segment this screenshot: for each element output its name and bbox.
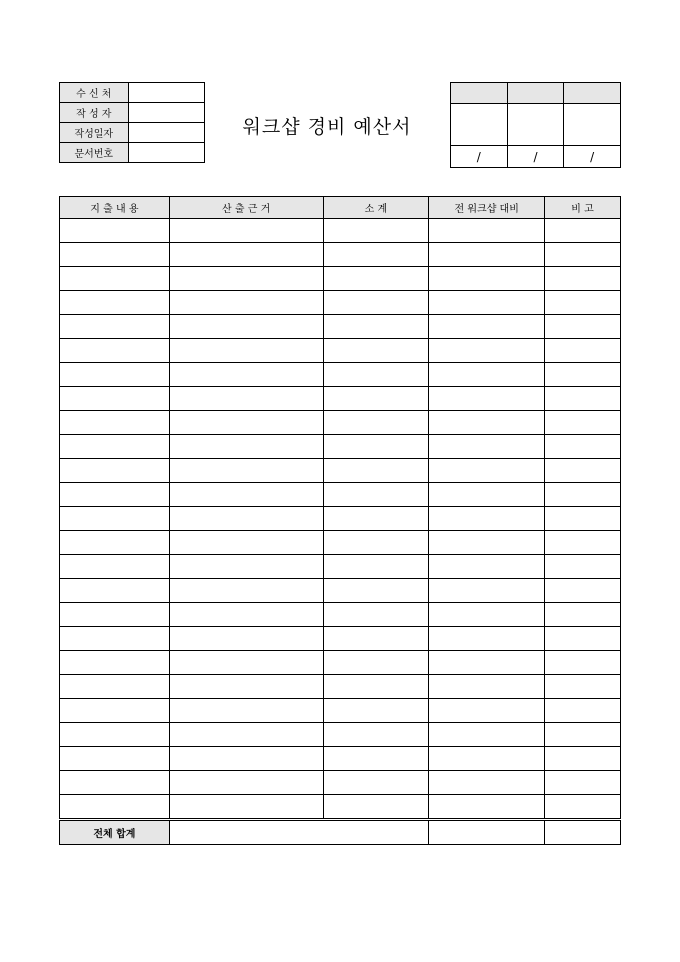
budget-row: [60, 579, 621, 603]
cell-basis[interactable]: [169, 219, 323, 243]
column-header-expense: 지 출 내 용: [60, 197, 170, 219]
cell-prev-compare[interactable]: [429, 699, 545, 723]
cell-remarks[interactable]: [545, 699, 621, 723]
cell-expense[interactable]: [60, 603, 170, 627]
cell-subtotal[interactable]: [323, 363, 429, 387]
cell-basis[interactable]: [169, 435, 323, 459]
info-label-doc-number: 문서번호: [60, 143, 129, 163]
cell-prev-compare[interactable]: [429, 507, 545, 531]
cell-prev-compare[interactable]: [429, 315, 545, 339]
cell-basis[interactable]: [169, 315, 323, 339]
total-label: 전체 합계: [60, 820, 170, 845]
cell-subtotal[interactable]: [323, 531, 429, 555]
cell-subtotal[interactable]: [323, 771, 429, 795]
budget-row: [60, 291, 621, 315]
budget-row: [60, 411, 621, 435]
cell-subtotal[interactable]: [323, 315, 429, 339]
budget-row: [60, 771, 621, 795]
cell-expense[interactable]: [60, 387, 170, 411]
approval-date-cell[interactable]: /: [507, 146, 564, 168]
approval-signature-row: [451, 104, 621, 146]
cell-subtotal[interactable]: [323, 627, 429, 651]
cell-expense[interactable]: [60, 771, 170, 795]
budget-row: [60, 483, 621, 507]
info-value-author[interactable]: [128, 103, 204, 123]
cell-basis[interactable]: [169, 723, 323, 747]
cell-basis[interactable]: [169, 411, 323, 435]
cell-expense[interactable]: [60, 219, 170, 243]
budget-row: [60, 435, 621, 459]
cell-expense[interactable]: [60, 795, 170, 820]
approval-signature-cell[interactable]: [507, 104, 564, 146]
budget-header-row: [60, 197, 621, 219]
cell-expense[interactable]: [60, 579, 170, 603]
cell-prev-compare[interactable]: [429, 771, 545, 795]
budget-body: [60, 219, 621, 820]
cell-subtotal[interactable]: [323, 747, 429, 771]
cell-remarks[interactable]: [545, 603, 621, 627]
total-remarks-cell[interactable]: [545, 820, 621, 845]
info-label-author: 작 성 자: [60, 103, 129, 123]
approval-date-cell[interactable]: /: [451, 146, 508, 168]
cell-expense[interactable]: [60, 363, 170, 387]
cell-subtotal[interactable]: [323, 651, 429, 675]
budget-row: [60, 315, 621, 339]
cell-prev-compare[interactable]: [429, 243, 545, 267]
cell-basis[interactable]: [169, 459, 323, 483]
cell-subtotal[interactable]: [323, 411, 429, 435]
approval-date-row: [451, 146, 621, 168]
cell-remarks[interactable]: [545, 339, 621, 363]
budget-row: [60, 387, 621, 411]
budget-row: [60, 723, 621, 747]
cell-remarks[interactable]: [545, 267, 621, 291]
budget-row: [60, 603, 621, 627]
cell-expense[interactable]: [60, 651, 170, 675]
budget-row: [60, 507, 621, 531]
cell-basis[interactable]: [169, 555, 323, 579]
cell-expense[interactable]: [60, 291, 170, 315]
cell-subtotal[interactable]: [323, 243, 429, 267]
cell-expense[interactable]: [60, 243, 170, 267]
total-row: [60, 820, 621, 845]
budget-row: [60, 699, 621, 723]
cell-expense[interactable]: [60, 531, 170, 555]
cell-prev-compare[interactable]: [429, 747, 545, 771]
cell-basis[interactable]: [169, 651, 323, 675]
cell-prev-compare[interactable]: [429, 531, 545, 555]
cell-remarks[interactable]: [545, 387, 621, 411]
cell-remarks[interactable]: [545, 435, 621, 459]
cell-subtotal[interactable]: [323, 291, 429, 315]
cell-subtotal[interactable]: [323, 435, 429, 459]
cell-expense[interactable]: [60, 459, 170, 483]
cell-remarks[interactable]: [545, 651, 621, 675]
cell-expense[interactable]: [60, 627, 170, 651]
cell-prev-compare[interactable]: [429, 411, 545, 435]
cell-basis[interactable]: [169, 387, 323, 411]
cell-basis[interactable]: [169, 747, 323, 771]
cell-expense[interactable]: [60, 723, 170, 747]
info-value-doc-number[interactable]: [128, 143, 204, 163]
cell-remarks[interactable]: [545, 675, 621, 699]
budget-row: [60, 795, 621, 820]
approval-signature-cell[interactable]: [564, 104, 621, 146]
cell-basis[interactable]: [169, 603, 323, 627]
cell-expense[interactable]: [60, 555, 170, 579]
cell-remarks[interactable]: [545, 723, 621, 747]
budget-row: [60, 627, 621, 651]
cell-subtotal[interactable]: [323, 675, 429, 699]
cell-prev-compare[interactable]: [429, 603, 545, 627]
cell-prev-compare[interactable]: [429, 483, 545, 507]
cell-remarks[interactable]: [545, 747, 621, 771]
info-row-date: [60, 123, 205, 143]
cell-basis[interactable]: [169, 291, 323, 315]
cell-basis[interactable]: [169, 627, 323, 651]
budget-row: [60, 459, 621, 483]
approval-date-cell[interactable]: /: [564, 146, 621, 168]
cell-basis[interactable]: [169, 795, 323, 820]
cell-remarks[interactable]: [545, 627, 621, 651]
budget-row: [60, 243, 621, 267]
cell-basis[interactable]: [169, 699, 323, 723]
cell-basis[interactable]: [169, 363, 323, 387]
cell-subtotal[interactable]: [323, 699, 429, 723]
cell-basis[interactable]: [169, 579, 323, 603]
cell-remarks[interactable]: [545, 291, 621, 315]
cell-subtotal[interactable]: [323, 723, 429, 747]
cell-prev-compare[interactable]: [429, 219, 545, 243]
cell-expense[interactable]: [60, 747, 170, 771]
cell-prev-compare[interactable]: [429, 627, 545, 651]
cell-remarks[interactable]: [545, 771, 621, 795]
cell-subtotal[interactable]: [323, 555, 429, 579]
cell-expense[interactable]: [60, 699, 170, 723]
cell-remarks[interactable]: [545, 459, 621, 483]
cell-remarks[interactable]: [545, 579, 621, 603]
budget-table: [59, 196, 621, 845]
info-label-date: 작성일자: [60, 123, 129, 143]
cell-subtotal[interactable]: [323, 579, 429, 603]
cell-prev-compare[interactable]: [429, 579, 545, 603]
cell-basis[interactable]: [169, 675, 323, 699]
cell-remarks[interactable]: [545, 555, 621, 579]
cell-basis[interactable]: [169, 507, 323, 531]
cell-basis[interactable]: [169, 771, 323, 795]
cell-expense[interactable]: [60, 435, 170, 459]
budget-row: [60, 219, 621, 243]
cell-prev-compare[interactable]: [429, 435, 545, 459]
total-compare-cell[interactable]: [429, 820, 545, 845]
document-info-table: [59, 82, 205, 163]
cell-prev-compare[interactable]: [429, 795, 545, 820]
cell-remarks[interactable]: [545, 219, 621, 243]
column-header-remarks: 비 고: [545, 197, 621, 219]
cell-remarks[interactable]: [545, 243, 621, 267]
approval-header-cell[interactable]: [451, 83, 508, 104]
cell-remarks[interactable]: [545, 411, 621, 435]
cell-expense[interactable]: [60, 483, 170, 507]
cell-prev-compare[interactable]: [429, 387, 545, 411]
cell-prev-compare[interactable]: [429, 339, 545, 363]
budget-row: [60, 675, 621, 699]
budget-row: [60, 747, 621, 771]
cell-expense[interactable]: [60, 339, 170, 363]
cell-basis[interactable]: [169, 243, 323, 267]
approval-header-cell[interactable]: [507, 83, 564, 104]
cell-expense[interactable]: [60, 411, 170, 435]
cell-remarks[interactable]: [545, 363, 621, 387]
cell-subtotal[interactable]: [323, 339, 429, 363]
approval-signature-cell[interactable]: [451, 104, 508, 146]
cell-prev-compare[interactable]: [429, 459, 545, 483]
cell-basis[interactable]: [169, 531, 323, 555]
budget-row: [60, 651, 621, 675]
approval-header-cell[interactable]: [564, 83, 621, 104]
budget-row: [60, 555, 621, 579]
cell-subtotal[interactable]: [323, 459, 429, 483]
cell-subtotal[interactable]: [323, 267, 429, 291]
cell-basis[interactable]: [169, 483, 323, 507]
cell-expense[interactable]: [60, 507, 170, 531]
info-value-recipient[interactable]: [128, 83, 204, 103]
cell-subtotal[interactable]: [323, 795, 429, 820]
info-row-author: [60, 103, 205, 123]
cell-remarks[interactable]: [545, 483, 621, 507]
cell-subtotal[interactable]: [323, 219, 429, 243]
approval-header-row: [451, 83, 621, 104]
document-title: 워크샵 경비 예산서: [242, 116, 412, 138]
total-amount-cell[interactable]: [169, 820, 429, 845]
cell-basis[interactable]: [169, 267, 323, 291]
cell-prev-compare[interactable]: [429, 675, 545, 699]
cell-remarks[interactable]: [545, 531, 621, 555]
column-header-basis: 산 출 근 거: [169, 197, 323, 219]
cell-expense[interactable]: [60, 315, 170, 339]
cell-prev-compare[interactable]: [429, 723, 545, 747]
budget-row: [60, 267, 621, 291]
cell-subtotal[interactable]: [323, 387, 429, 411]
cell-subtotal[interactable]: [323, 603, 429, 627]
cell-prev-compare[interactable]: [429, 651, 545, 675]
approval-box: [450, 82, 621, 168]
cell-prev-compare[interactable]: [429, 363, 545, 387]
budget-row: [60, 531, 621, 555]
info-row-doc-number: [60, 143, 205, 163]
info-value-date[interactable]: [128, 123, 204, 143]
column-header-prev-compare: 전 워크샵 대비: [429, 197, 545, 219]
cell-subtotal[interactable]: [323, 483, 429, 507]
cell-remarks[interactable]: [545, 315, 621, 339]
column-header-subtotal: 소 계: [323, 197, 429, 219]
cell-subtotal[interactable]: [323, 507, 429, 531]
info-row-recipient: [60, 83, 205, 103]
cell-prev-compare[interactable]: [429, 267, 545, 291]
cell-prev-compare[interactable]: [429, 291, 545, 315]
cell-prev-compare[interactable]: [429, 555, 545, 579]
cell-expense[interactable]: [60, 675, 170, 699]
info-label-recipient: 수 신 처: [60, 83, 129, 103]
cell-remarks[interactable]: [545, 507, 621, 531]
cell-remarks[interactable]: [545, 795, 621, 820]
cell-expense[interactable]: [60, 267, 170, 291]
budget-row: [60, 339, 621, 363]
budget-row: [60, 363, 621, 387]
cell-basis[interactable]: [169, 339, 323, 363]
